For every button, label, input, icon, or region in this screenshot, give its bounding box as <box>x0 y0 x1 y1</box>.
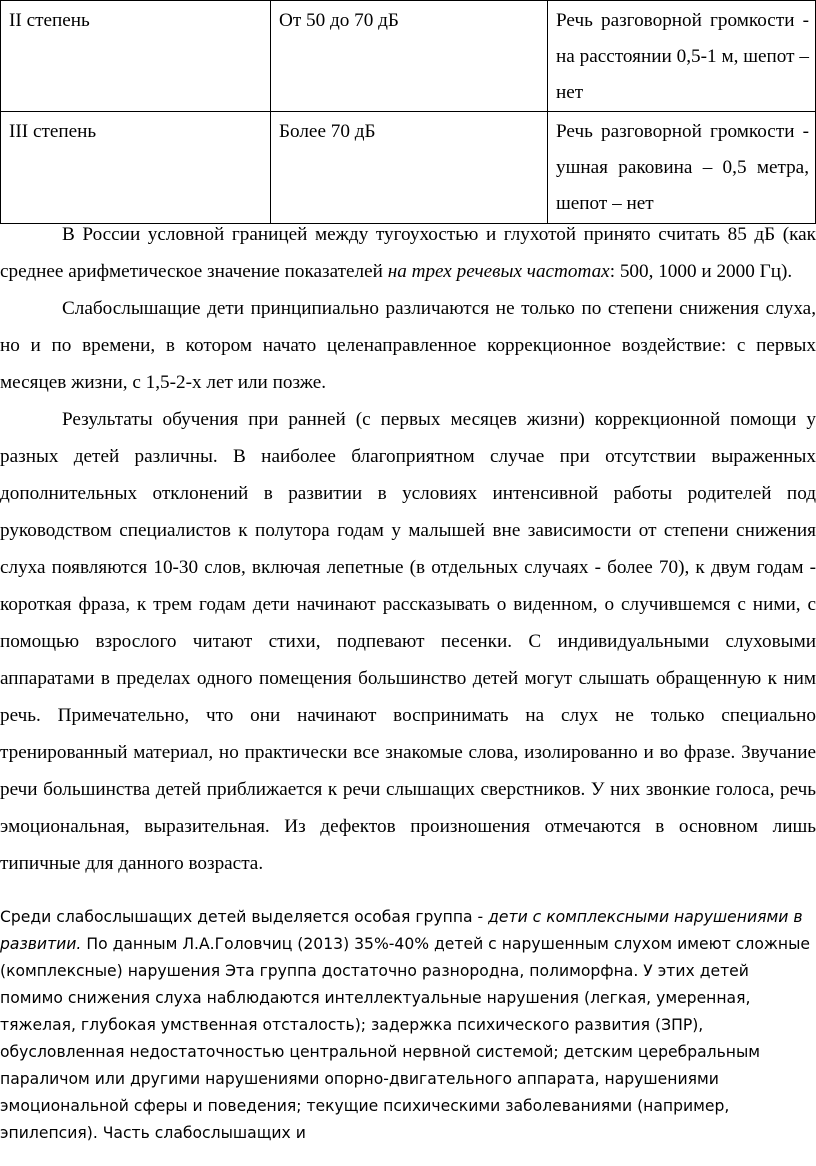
complex-disorders-text <box>0 904 812 1147</box>
paragraph-text: В России условной границей между тугоухостью и глухотой принято считать 85 дБ (как среднее арифметическое значение показателей <box>0 224 816 282</box>
hearing-loss-table <box>0 0 816 224</box>
perception-cell: Речь разговорной громкости - на расстоянии 0,5-1 м, шепот – нет <box>548 1 816 112</box>
paragraph-early-help-results: Результаты обучения при ранней (с первых месяцев жизни) коррекционной помощи у разных детей различны. В наиболее благоприятном случае при отсутствии выраженных дополнительных отклонений в развитии в условиях интенсивной работы родителей под руководством специалистов к полутора годам у малышей вне зависимости от степени снижения слуха появляются 10-30 слов, включая лепетные (в отдельных случаях - более 70), к двум годам - короткая фраза, к трем годам дети начинают рассказывать о виденном, о случившемся с ними, с помощью взрослого читают стихи, подпевают песенки. С индивидуальными слуховыми аппаратами в пределах одного помещения большинство детей могут слышать обращенную к ним речь. Примечательно, что они начинают воспринимать на слух не только специально тренированный материал, но практически все знакомые слова, изолированно и во фразе. Звучание речи большинства детей приближается к речи слышащих сверстников. У них звонкие голоса, речь эмоциональная, выразительная. Из дефектов произношения отмечаются в основном лишь типичные для данного возраста. <box>0 409 816 874</box>
threshold-cell: Более 70 дБ <box>271 112 548 224</box>
paragraph-text: : 500, 1000 и 2000 Гц). <box>609 261 793 282</box>
table-row <box>1 112 816 224</box>
paragraph-italic-text: на трех речевых частотах <box>387 261 610 282</box>
body-text <box>0 216 816 882</box>
paragraph-complex-disorders <box>0 904 812 1147</box>
table-row <box>1 1 816 112</box>
threshold-cell: От 50 до 70 дБ <box>271 1 548 112</box>
paragraph-text: Среди слабослышащих детей выделяется особая группа - <box>0 908 489 926</box>
degree-cell: III степень <box>1 112 271 224</box>
perception-cell: Речь разговорной громкости - ушная раковина – 0,5 метра, шепот – нет <box>548 112 816 224</box>
paragraph-text: По данным Л.А.Головчиц (2013) 35%-40% детей с нарушенным слухом имеют сложные (комплексные) нарушения Эта группа достаточно разнородна, полиморфна. У этих детей помимо снижения слуха наблюдаются интеллектуальные нарушения (легкая, умеренная, тяжелая, глубокая умственная отсталость); задержка психического развития (ЗПР), обусловленная недостаточностью центральной нервной системой; детским церебральным параличом или другими нарушениями опорно-двигательного аппарата, нарушениями эмоциональной сферы и поведения; текущие психическими заболеваниями (например, эпилепсия). Часть слабослышащих и <box>0 935 811 1142</box>
degree-cell: II степень <box>1 1 271 112</box>
paragraph-italic-text: дети с комплексными нарушениями в развитии. <box>0 908 803 953</box>
paragraph-hard-of-hearing-differences: Слабослышащие дети принципиально различаются не только по степени снижения слуха, но и по времени, в котором начато целенаправленное коррекционное воздействие: с первых месяцев жизни, с 1,5-2-х лет или позже. <box>0 298 816 393</box>
paragraph-deafness-boundary <box>0 216 816 290</box>
